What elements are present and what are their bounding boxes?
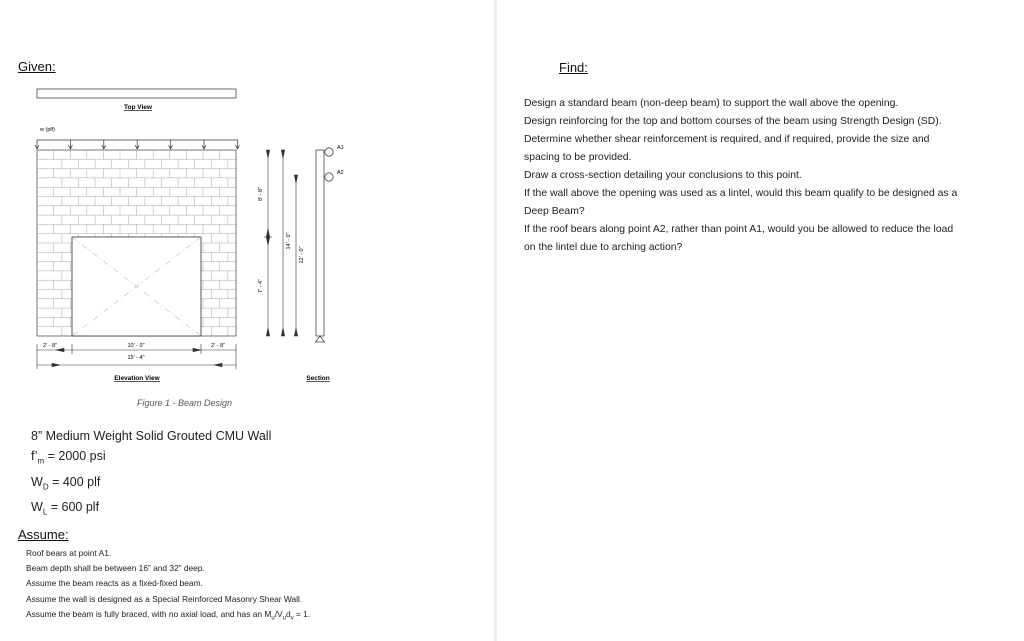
find-line: spacing to be provided. [524,152,632,163]
right-page [497,0,1024,641]
point-a1: A1 [337,145,344,151]
top-view-plan [37,89,236,98]
section-drawing [316,148,334,342]
find-line: Design reinforcing for the top and bottom courses of the beam using Strength Design (SD). [524,116,942,127]
find-list [524,95,1020,257]
property-wl: $W_L = 600$ plf [31,500,100,517]
dim-opening-height: 7' - 4" [258,278,264,294]
property-fm: $f’_m = 2000$ psi [31,449,106,466]
assume-item: Beam depth shall be between 16” and 32” deep. [26,563,205,574]
dim-a2-height: 12' - 0" [299,246,305,264]
given-list [31,426,271,523]
assume-item: Assume the beam reacts as a fixed-fixed beam. [26,578,203,589]
dim-wall-above: 8' - 8" [258,186,264,202]
find-line: If the roof bears along point A2, rather than point A1, would you be allowed to reduce the load [524,224,954,235]
load-label: w (plf) [40,127,55,133]
beam-design-figure [0,0,494,400]
dim-overall-width: 15' - 4" [127,355,145,361]
find-heading: Find: [559,60,588,75]
section-label: Section [306,375,330,382]
find-line: Deep Beam? [524,206,585,217]
given-heading: Given: [18,59,56,74]
top-view-label: Top View [124,104,152,111]
wall-description: 8” Medium Weight Solid Grouted CMU Wall [31,429,272,443]
assume-list [26,546,310,627]
elevation-view-label: Elevation View [114,375,160,382]
find-line: Design a standard beam (non-deep beam) to support the wall above the opening. [524,98,899,109]
find-line: Determine whether shear reinforcement is required, and if required, provide the size and [524,134,930,145]
point-a2: A2 [337,170,344,176]
left-page [0,0,494,641]
find-line: Draw a cross-section detailing your conclusions to this point. [524,170,802,181]
dim-opening: 10' - 0" [127,343,145,349]
find-line: If the wall above the opening was used as a lintel, would this beam qualify to be designed as a [524,188,958,199]
dim-right-pier: 2' - 8" [210,343,226,349]
find-line: on the lintel due to arching action? [524,242,683,253]
figure-caption: Figure 1 - Beam Design [137,398,233,408]
elevation-wall [37,150,236,336]
property-wd: $W_D = 400$ plf [31,474,101,491]
vertical-dimensions [264,150,298,336]
assume-item: Assume the wall is designed as a Special Reinforced Masonry Shear Wall. [26,593,303,604]
dim-left-pier: 2' - 8" [42,343,58,349]
assume-item-moment-ratio: Assume the beam is fully braced, with no axial load, and has an $M_u/V_ud_v = 1$. [26,608,311,622]
load-arrows [35,140,239,149]
dim-total-height: 14' - 0" [286,232,292,250]
assume-heading: Assume: [18,527,69,542]
assume-item: Roof bears at point A1. [26,548,112,558]
